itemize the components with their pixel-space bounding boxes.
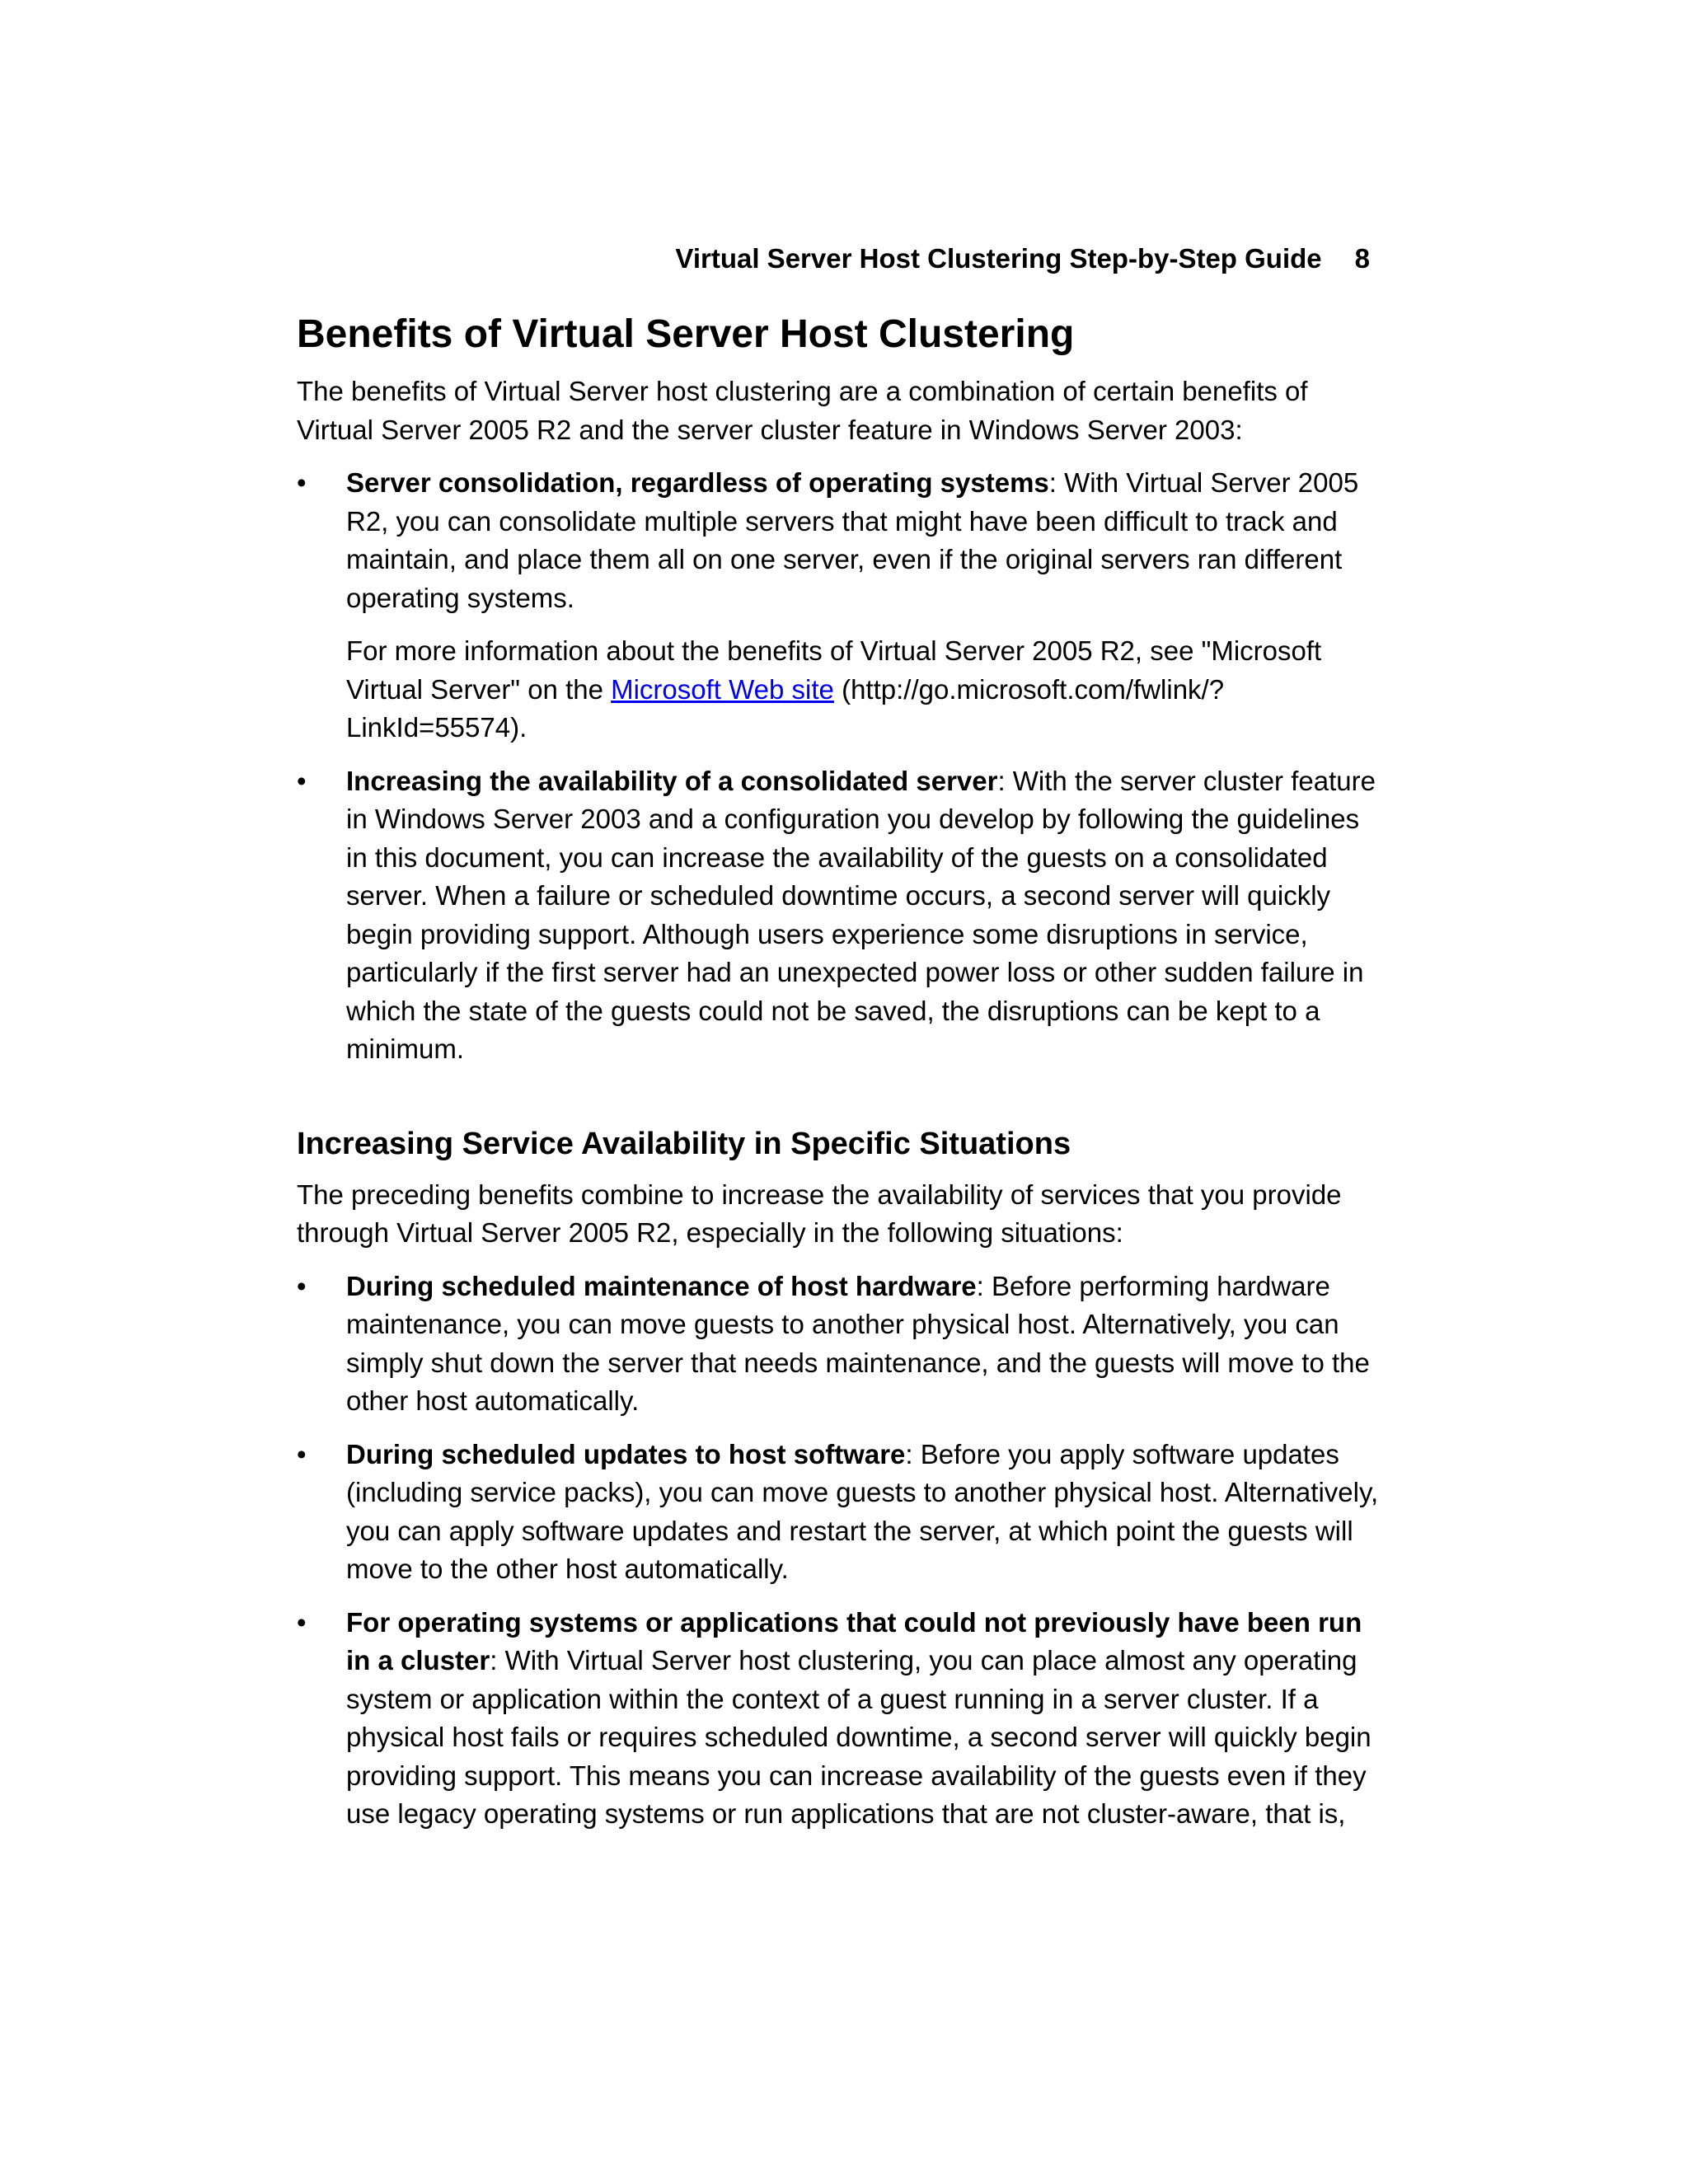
list-item-extra-url: (http://go.microsoft.com/fwlink/?LinkId=55574). (346, 673, 1225, 743)
list-item (297, 1604, 1385, 1834)
section-intro-availability: The preceding benefits combine to increase the availability of services that you provide through Virtual Server 2005 R2, especially in the following situations: (297, 1179, 1342, 1248)
list-item-body: : Before you apply software updates (including service packs), you can move guests to another physical host. Alternatively, you can apply software updates and restart the server, at which point the guests will move to the other host automatically. (346, 1438, 1379, 1584)
list-item-body: : With Virtual Server host clustering, you can place almost any operating system or application within the context of a guest running in a server cluster. If a physical host fails or requires scheduled downtime, a second server will quickly begin providing support. This means you can increase availability of the guests even if they use legacy operating systems or run applications that are not cluster-aware, that is, (346, 1645, 1372, 1829)
list-item-extra-text: For more information about the benefits of Virtual Server 2005 R2, see "Microsoft Virtual Server" on the (346, 635, 1322, 705)
list-item-text (346, 1268, 1385, 1421)
running-header (675, 242, 1370, 275)
situations-list (297, 1268, 1385, 1834)
list-item-extra (346, 632, 1385, 748)
section-heading-availability: Increasing Service Availability in Specific Situations (297, 1126, 1071, 1161)
bullet-icon: • (297, 467, 307, 498)
benefits-list (297, 464, 1385, 1069)
bullet-icon: • (297, 1270, 307, 1301)
list-item (297, 1436, 1385, 1589)
list-item-title: For operating systems or applications that could not previously have been run in a cluster (346, 1606, 1362, 1675)
page-number: 8 (1354, 243, 1370, 274)
list-item-title: During scheduled updates to host software (346, 1438, 906, 1469)
list-item-title: Server consolidation, regardless of operating systems (346, 467, 1049, 498)
header-title: Virtual Server Host Clustering Step-by-Step Guide (675, 243, 1322, 274)
list-item (297, 464, 1385, 748)
section-heading-benefits: Benefits of Virtual Server Host Clustering (297, 312, 1075, 356)
section-intro-benefits: The benefits of Virtual Server host clustering are a combination of certain benefits of Virtual Server 2005 R2 and the server cluster feature in Windows Server 2003: (297, 376, 1308, 445)
list-item-text (346, 1604, 1385, 1834)
list-item-title: During scheduled maintenance of host hardware (346, 1270, 977, 1301)
list-item-body: : With the server cluster feature in Windows Server 2003 and a configuration you develop by following the guidelines in this document, you can increase the availability of the guests on a consolidated server. When a failure or scheduled downtime occurs, a second server will quickly begin providing support. Although users experience some disruptions in service, particularly if the first server had an unexpected power loss or other sudden failure in which the state of the guests could not be saved, the disruptions can be kept to a minimum. (346, 765, 1376, 1064)
list-item-text (346, 464, 1385, 617)
bullet-icon: • (297, 1606, 307, 1638)
bullet-icon: • (297, 1438, 307, 1469)
bullet-icon: • (297, 765, 307, 796)
list-item (297, 762, 1385, 1069)
list-item-body: : Before performing hardware maintenance, you can move guests to another physical host. Alternatively, you can simply shut down the server that needs maintenance, and the guests will move to the other host automatically. (346, 1270, 1370, 1416)
list-item-text (346, 762, 1385, 1069)
list-item (297, 1268, 1385, 1421)
list-item-title: Increasing the availability of a consolidated server (346, 765, 998, 796)
list-item-text (346, 1436, 1385, 1589)
page-content (297, 312, 1385, 1849)
list-item-body: : With Virtual Server 2005 R2, you can consolidate multiple servers that might have been difficult to track and maintain, and place them all on one server, even if the original servers ran different operating systems. (346, 467, 1359, 613)
microsoft-web-site-link[interactable]: Microsoft Web site (611, 673, 834, 705)
